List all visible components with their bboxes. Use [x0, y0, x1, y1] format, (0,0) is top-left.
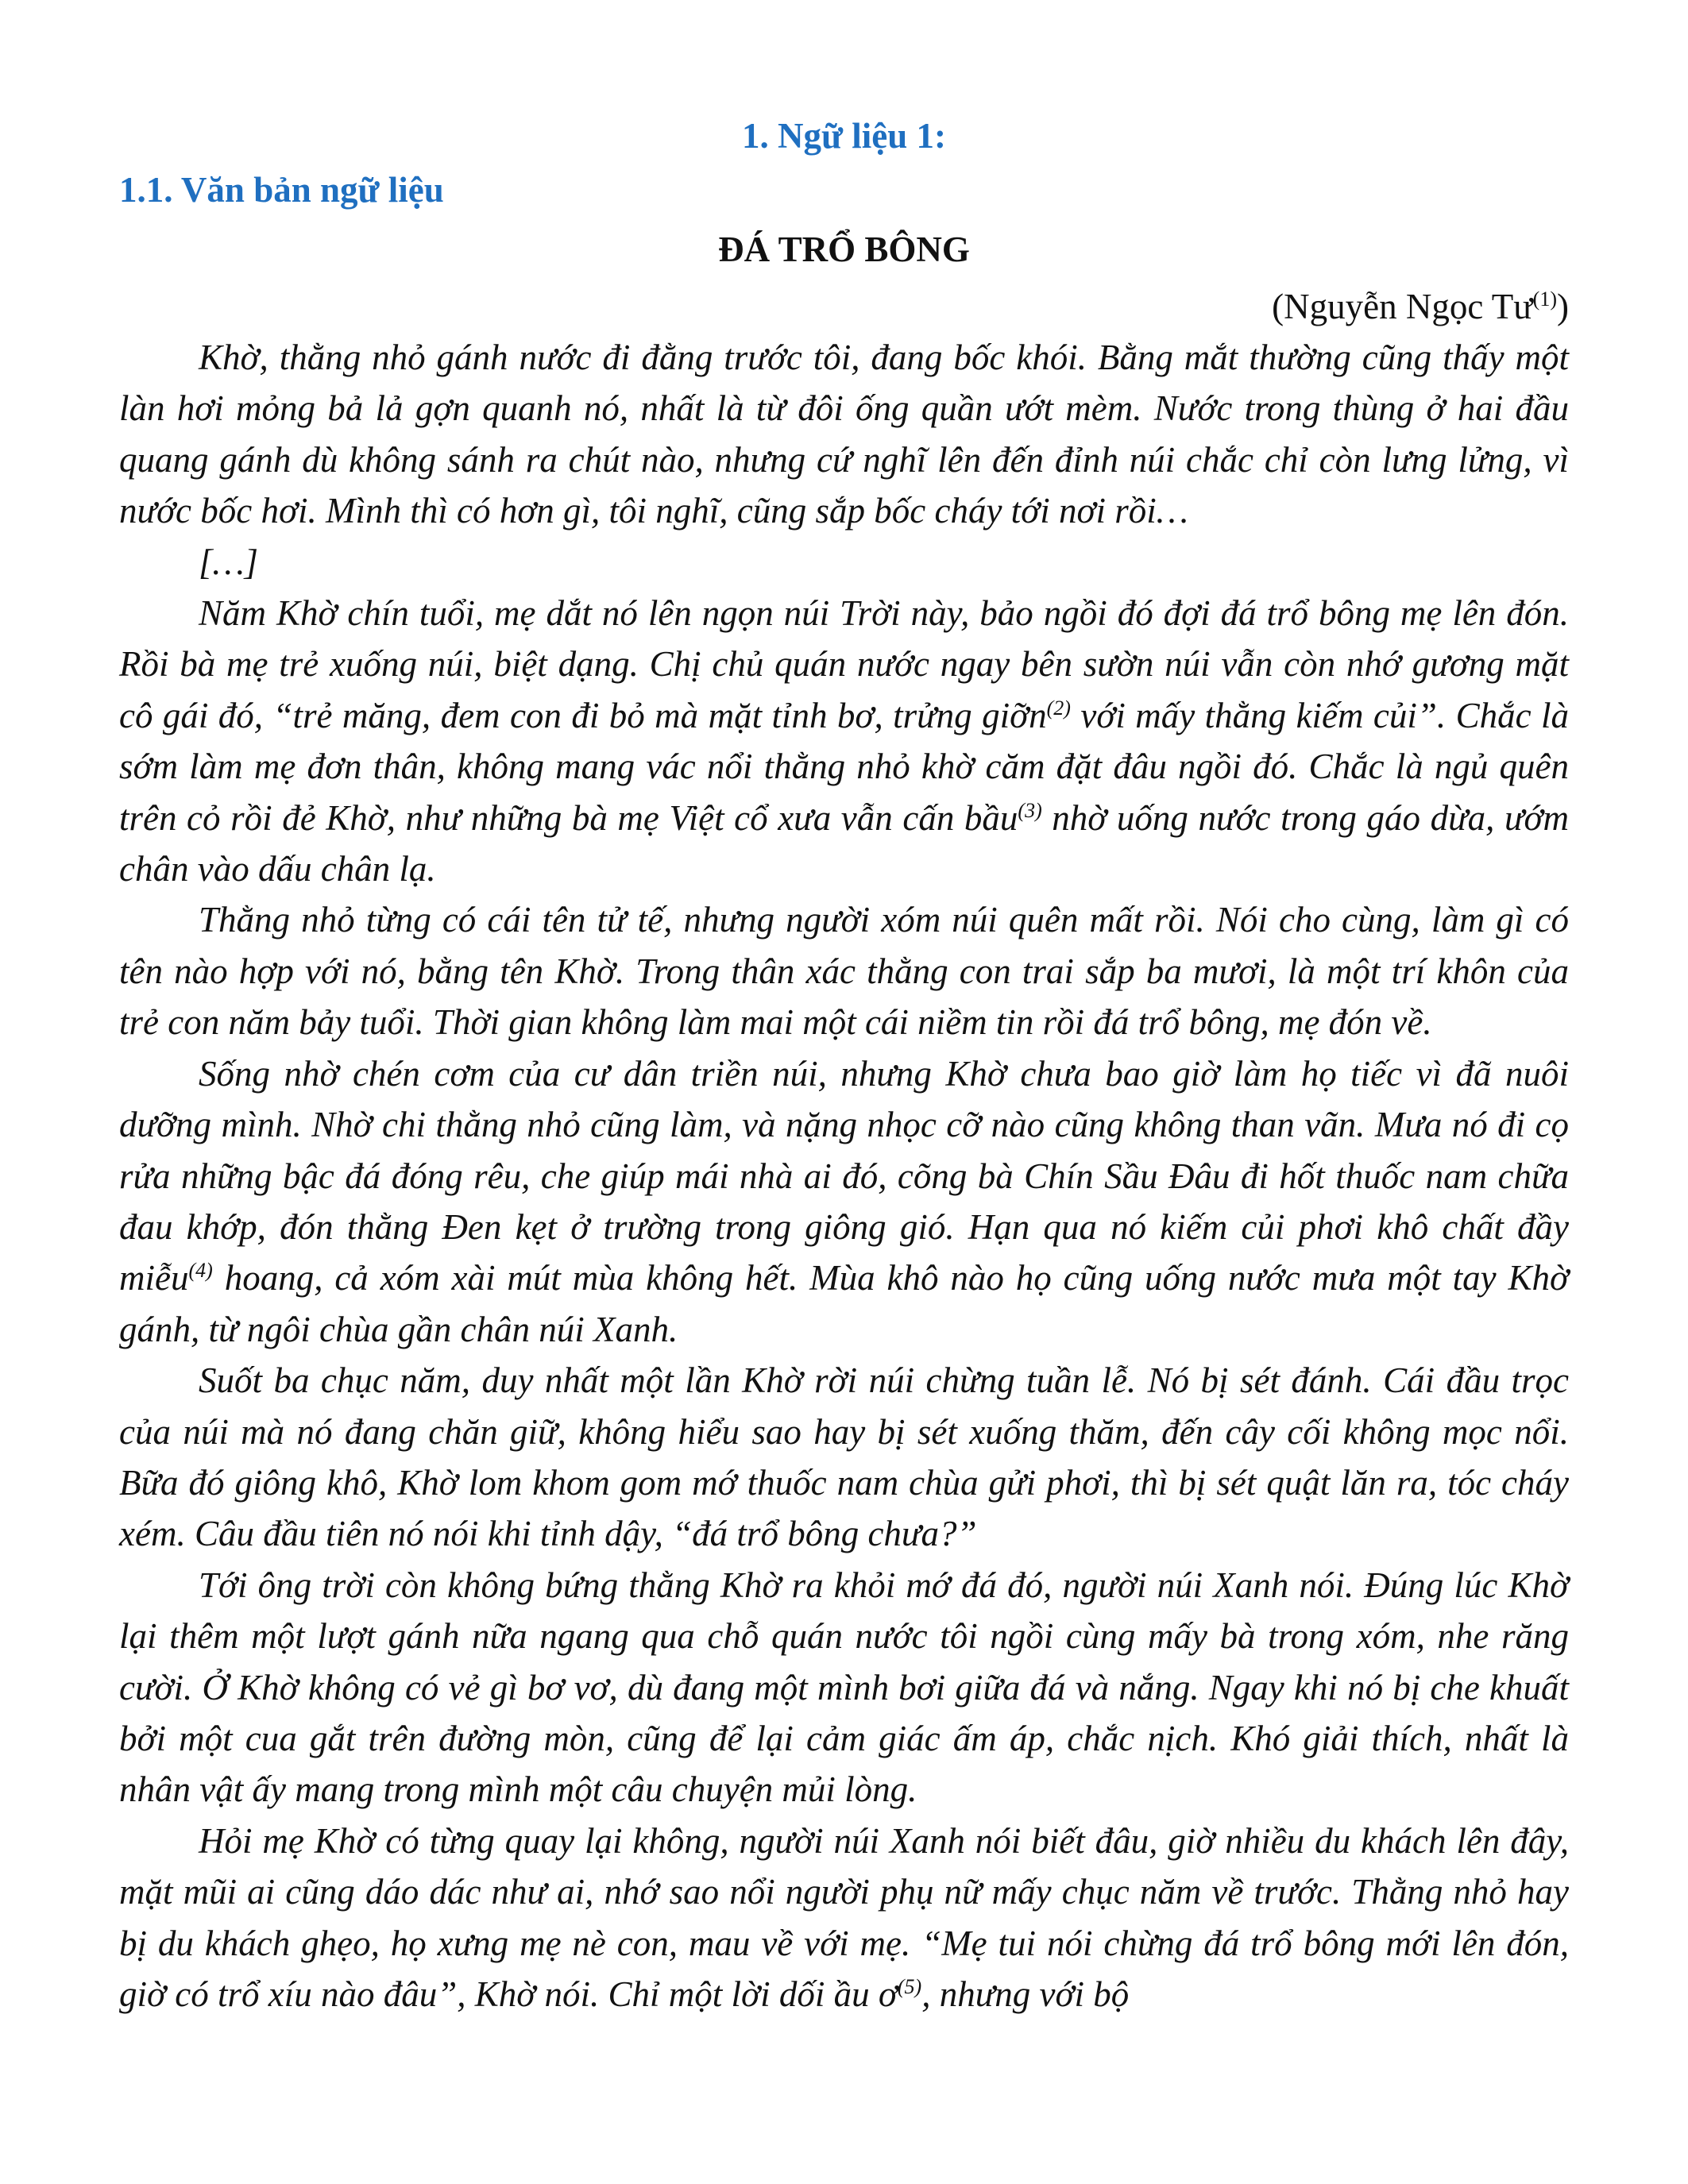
story-paragraph: [119, 588, 1569, 894]
paragraph-text: Sống nhờ chén cơm của cư dân triền núi, nhưng Khờ chưa bao giờ làm họ tiếc vì đã nuôi dưỡng mình. Nhờ chi thằng nhỏ cũng làm, và nặng nhọc cỡ nào cũng không than vãn. Mưa nó đi cọ rửa những bậc đá đóng rêu, che giúp mái nhà ai đó, cõng bà Chín Sầu Đâu đi hốt thuốc nam chữa đau khớp, đón thằng Đen kẹt ở trường trong giông gió. Hạn qua nó kiếm củi phơi khô chất đầy miễu: [119, 1053, 1569, 1298]
author-close-paren: ): [1557, 287, 1569, 326]
paragraph-text: Suốt ba chục năm, duy nhất một lần Khờ rời núi chừng tuần lễ. Nó bị sét đánh. Cái đầu trọc của núi mà nó đang chăn giữ, không hiểu sao hay bị sét xuống thăm, đến cây cối không mọc nổi. Bữa đó giông khô, Khờ lom khom gom mớ thuốc nam chùa gửi phơi, thì bị sét quật lăn ra, tóc cháy xém. Câu đầu tiên nó nói khi tỉnh dậy, “đá trổ bông chưa?”: [119, 1360, 1569, 1554]
story-paragraph: [119, 894, 1569, 1048]
story-title: ĐÁ TRỔ BÔNG: [718, 230, 970, 269]
footnote-ref: (5): [897, 1975, 922, 1998]
paragraph-text: Tới ông trời còn không bứng thằng Khờ ra khỏi mớ đá đó, người núi Xanh nói. Đúng lúc Khờ lại thêm một lượt gánh nữa ngang qua chỗ quán nước tôi ngồi cùng mấy bà trong xóm, nhe răng cười. Ở Khờ không có vẻ gì bơ vơ, dù đang một mình bơi giữa đá và nắng. Ngay khi nó bị che khuất bởi một cua gắt trên đường mòn, cũng để lại cảm giác ấm áp, chắc nịch. Khó giải thích, nhất là nhân vật ấy mang trong mình một câu chuyện mủi lòng.: [119, 1565, 1569, 1810]
story-paragraph: [119, 1815, 1569, 2020]
footnote-ref: (4): [188, 1259, 213, 1283]
author-footnote-ref: (1): [1532, 287, 1557, 311]
author-name: Nguyễn Ngọc Tư: [1284, 287, 1533, 326]
paragraph-text: Khờ, thằng nhỏ gánh nước đi đằng trước tôi, đang bốc khói. Bằng mắt thường cũng thấy một làn hơi mỏng bả lả gợn quanh nó, nhất là từ đôi ống quần ướt mèm. Nước trong thùng ở hai đầu quang gánh dù không sánh ra chút nào, nhưng cứ nghĩ lên đến đỉnh núi chắc chỉ còn lưng lửng, vì nước bốc hơi. Mình thì có hơn gì, tôi nghĩ, cũng sắp bốc cháy tới nơi rồi…: [119, 338, 1569, 531]
story-paragraph: [119, 537, 1569, 588]
story-paragraph: [119, 332, 1569, 537]
author-line: [119, 281, 1569, 332]
paragraph-text: hoang, cả xóm xài mút mùa không hết. Mùa khô nào họ cũng uống nước mưa một tay Khờ gánh, từ ngôi chùa gần chân núi Xanh.: [119, 1258, 1569, 1349]
paragraph-text: Năm Khờ chín tuổi, mẹ dắt nó lên ngọn núi Trời này, bảo ngồi đó đợi đá trổ bông mẹ lên đón. Rồi bà mẹ trẻ xuống núi, biệt dạng. Chị chủ quán nước ngay bên sườn núi vẫn còn nhớ gương mặt cô gái đó, “trẻ măng, đem con đi bỏ mà mặt tỉnh bơ, trửng giỡn: [119, 593, 1569, 735]
document-page: [119, 111, 1569, 2020]
story-paragraph: [119, 1048, 1569, 1355]
author-open-paren: (: [1272, 287, 1284, 326]
paragraph-text: Thằng nhỏ từng có cái tên tử tế, nhưng người xóm núi quên mất rồi. Nói cho cùng, làm gì có tên nào hợp với nó, bằng tên Khờ. Trong thân xác thằng con trai sắp ba mươi, là một trí khôn của trẻ con năm bảy tuổi. Thời gian không làm mai một cái niềm tin rồi đá trổ bông, mẹ đón về.: [119, 900, 1569, 1043]
story-paragraph: [119, 1355, 1569, 1560]
paragraph-text: nhờ uống nước trong gáo dừa, ướm chân vào dấu chân lạ.: [119, 797, 1569, 889]
footnote-ref: (3): [1018, 798, 1042, 822]
subsection-heading: 1.1. Văn bản ngữ liệu: [119, 170, 444, 210]
footnote-ref: (2): [1046, 696, 1071, 720]
story-paragraph: [119, 1560, 1569, 1815]
paragraph-text: , nhưng với bộ: [921, 1974, 1130, 2014]
paragraph-text: […]: [199, 542, 259, 582]
story-body: [119, 332, 1569, 2020]
paragraph-text: với mấy thằng kiếm củi”. Chắc là sớm làm mẹ đơn thân, không mang vác nổi thằng nhỏ khờ căm đặt đâu ngồi đó. Chắc là ngủ quên trên cỏ rồi đẻ Khờ, như những bà mẹ Việt cổ xưa vẫn cấn bầu: [119, 695, 1570, 838]
section-heading: 1. Ngữ liệu 1:: [742, 116, 946, 156]
paragraph-text: Hỏi mẹ Khờ có từng quay lại không, người núi Xanh nói biết đâu, giờ nhiều du khách lên đây, mặt mũi ai cũng dáo dác như ai, nhớ sao nổi người phụ nữ mấy chục năm về trước. Thằng nhỏ hay bị du khách ghẹo, họ xưng mẹ nè con, mau về với mẹ. “Mẹ tui nói chừng đá trổ bông mới lên đón, giờ có trổ xíu nào đâu”, Khờ nói. Chỉ một lời dối ầu ơ: [119, 1820, 1569, 2014]
